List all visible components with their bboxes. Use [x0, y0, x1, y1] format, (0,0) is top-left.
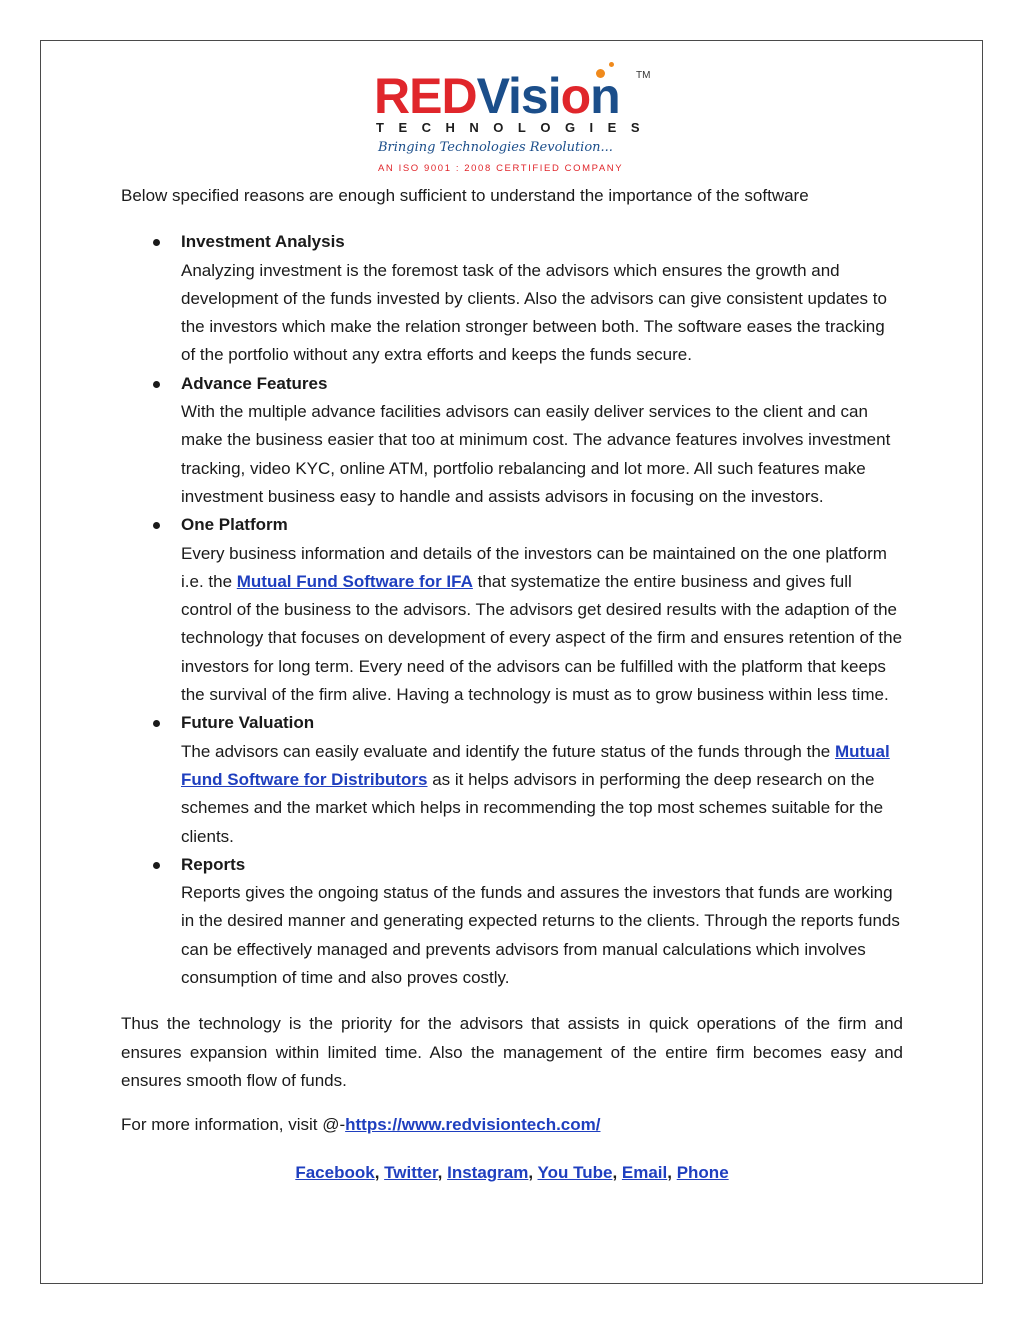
youtube-link[interactable]: You Tube	[537, 1162, 613, 1182]
logo-trademark: TM	[636, 70, 651, 81]
item-body: With the multiple advance facilities advisors can easily deliver services to the client and can make the business easier that too at minimum cost. The advance features involves investment tracking, video KYC, online ATM, portfolio rebalancing and lot more. All such features make investment business easy to handle and assists advisors in focusing on the investors.	[181, 402, 891, 506]
document-content	[121, 182, 903, 1187]
bullet-icon	[153, 381, 160, 388]
phone-link[interactable]: Phone	[676, 1162, 729, 1182]
mutual-fund-software-ifa-link[interactable]: Mutual Fund Software for IFA	[236, 571, 473, 591]
item-body: Reports gives the ongoing status of the funds and assures the investors that funds are working in the desired manner and generating expected returns to the clients. Through the reports funds can be effectively managed and prevents advisors from manual calculations which involves consumption of time and also proves costly.	[181, 883, 900, 988]
list-item	[121, 709, 903, 850]
conclusion-paragraph: Thus the technology is the priority for the advisors that assists in quick operations of the firm and ensures expansion within limited time. Also the management of the entire firm becomes easy and ensures smooth flow of funds.	[121, 1014, 903, 1090]
logo-iso-line: AN ISO 9001 : 2008 CERTIFIED COMPANY	[378, 163, 624, 174]
website-link[interactable]: https://www.redvisiontech.com/	[345, 1115, 601, 1135]
instagram-link[interactable]: Instagram	[447, 1162, 529, 1182]
bullet-icon	[153, 862, 160, 869]
bullet-icon	[153, 720, 160, 727]
twitter-link[interactable]: Twitter	[384, 1162, 438, 1182]
item-body: The advisors can easily evaluate and identify the future status of the funds through the Mutual Fund Software for Distributors as it helps advisors in performing the deep research on the schemes and the market which helps in recommending the top most schemes suitable for the clients.	[181, 741, 890, 846]
reasons-list	[121, 228, 903, 992]
logo-dot-small	[609, 62, 614, 67]
item-title: One Platform	[181, 515, 288, 535]
item-title: Reports	[181, 854, 246, 874]
list-item	[121, 511, 903, 709]
intro-paragraph: Below specified reasons are enough sufficient to understand the importance of the software	[121, 186, 809, 205]
social-links: Facebook, Twitter, Instagram, You Tube, Email, Phone	[295, 1162, 729, 1182]
bullet-icon	[153, 239, 160, 246]
email-link[interactable]: Email	[621, 1162, 668, 1182]
mutual-fund-software-distributors-link[interactable]: Mutual Fund Software for Distributors	[181, 741, 890, 789]
item-body: Analyzing investment is the foremost task of the advisors which ensures the growth and development of the funds invested by clients. Also the advisors can give consistent updates to the investors which make the relation stronger between both. The software eases the tracking of the portfolio without any extra efforts and keeps the funds secure.	[181, 260, 887, 365]
list-item	[121, 228, 903, 369]
item-title: Future Valuation	[181, 713, 315, 733]
logo-wordmark: REDVision	[374, 68, 620, 124]
facebook-link[interactable]: Facebook	[295, 1162, 375, 1182]
company-logo	[374, 68, 664, 180]
list-item	[121, 370, 903, 511]
list-item	[121, 851, 903, 992]
logo-technologies: TECHNOLOGIES	[376, 120, 655, 135]
more-info-line: For more information, visit @-https://www.redvisiontech.com/	[121, 1115, 601, 1135]
item-body: Every business information and details of the investors can be maintained on the one platform i.e. the Mutual Fund Software for IFA that systematize the entire business and gives full control of the business to the advisors. The advisors get desired results with the adaption of the technology that focuses on development of every aspect of the firm and ensures retention of the investors for long term. Every need of the advisors can be fulfilled with the platform that keeps the survival of the firm alive. Having a technology is must as to grow business within less time.	[181, 543, 903, 705]
item-title: Advance Features	[181, 373, 328, 393]
logo-tagline: Bringing Technologies Revolution...	[378, 140, 613, 155]
item-title: Investment Analysis	[181, 232, 345, 252]
bullet-icon	[153, 522, 160, 529]
